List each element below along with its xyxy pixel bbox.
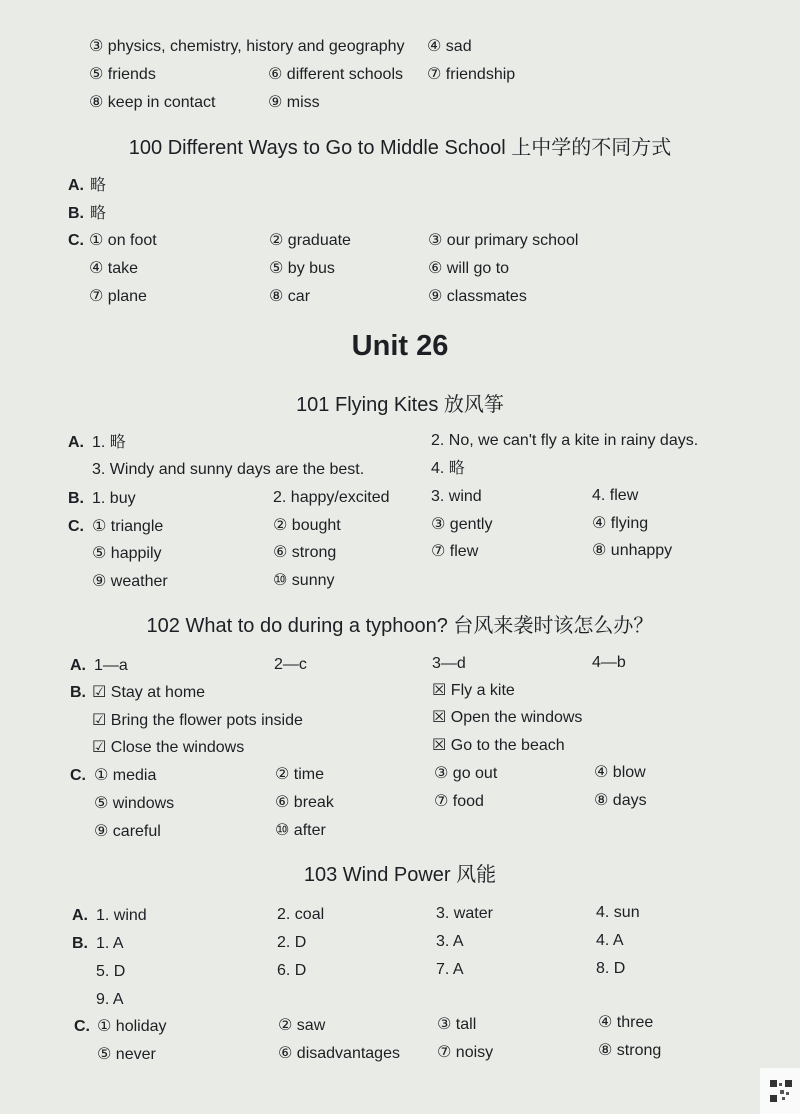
answer-item: 2. D <box>277 934 307 951</box>
answer-item: ① on foot <box>89 232 157 249</box>
answer-item: ④ three <box>598 1014 654 1031</box>
answer-item: 1. 略 <box>92 434 126 451</box>
answer-item: 1. wind <box>96 907 147 924</box>
part-a-label: A. <box>72 907 88 924</box>
section-title-101: 101 Flying Kites 放风筝 <box>296 394 504 416</box>
answer-item: 4. 略 <box>431 460 465 477</box>
answer-item: ③ gently <box>431 516 493 533</box>
answer-item: 略 <box>90 177 107 194</box>
answer-item: ⑨ classmates <box>428 288 527 305</box>
answer-item: ⑦ friendship <box>427 66 516 83</box>
checklist-item: ☒ Go to the beach <box>432 737 565 754</box>
answer-item: 4—b <box>592 654 626 671</box>
answer-item: ⑤ windows <box>94 795 175 812</box>
answer-item: 2. coal <box>277 906 325 923</box>
answer-item: ⑦ plane <box>89 288 147 305</box>
answer-item: 9. A <box>96 991 124 1008</box>
answer-item: 3. wind <box>431 488 482 505</box>
answer-item: ④ flying <box>592 515 649 532</box>
answer-item: ② saw <box>278 1017 326 1034</box>
answer-item: 5. D <box>96 963 126 980</box>
answer-item: ⑧ unhappy <box>592 542 673 559</box>
answer-item: ② bought <box>273 517 341 534</box>
answer-item: ⑨ careful <box>94 823 161 840</box>
checklist-item: ☑ Stay at home <box>92 684 206 701</box>
answer-item: ⑥ different schools <box>268 66 404 83</box>
checklist-item: ☑ Bring the flower pots inside <box>92 712 303 729</box>
answer-item: 8. D <box>596 960 626 977</box>
qr-code-icon <box>770 1080 792 1102</box>
answer-item: 1—a <box>94 657 128 674</box>
answer-item: 3. water <box>436 905 493 922</box>
answer-item: 4. A <box>596 932 624 949</box>
part-c-label: C. <box>68 518 84 535</box>
answer-item: ⑥ strong <box>273 544 337 561</box>
answer-item: ④ take <box>89 260 139 277</box>
part-b-label: B. <box>70 684 86 701</box>
answer-item: 1. buy <box>92 490 136 507</box>
answer-item: 2. No, we can't fly a kite in rainy days. <box>431 432 699 449</box>
checklist-item: ☑ Close the windows <box>92 739 245 756</box>
answer-item: ③ our primary school <box>428 232 579 249</box>
answer-item: ⑧ days <box>594 792 647 809</box>
answer-item: ⑥ break <box>275 794 334 811</box>
checklist-item: ☒ Fly a kite <box>432 682 515 699</box>
answer-item: ⑦ food <box>434 793 484 810</box>
answer-item: ⑦ noisy <box>437 1044 494 1061</box>
checklist-item: ☒ Open the windows <box>432 709 583 726</box>
answer-item: ⑨ weather <box>92 573 168 590</box>
section-title-102: 102 What to do during a typhoon? 台风来袭时该怎么办？ <box>146 615 654 637</box>
answer-item: ⑤ friends <box>89 66 156 83</box>
part-c-label: C. <box>74 1018 90 1035</box>
answer-item: ⑥ disadvantages <box>278 1045 400 1062</box>
part-c-label: C. <box>68 232 84 249</box>
answer-item: ④ blow <box>594 764 646 781</box>
answer-item: 1. A <box>96 935 124 952</box>
answer-item: ① media <box>94 767 157 784</box>
answer-item: ⑨ miss <box>268 94 320 111</box>
answer-item: ⑤ never <box>97 1046 156 1063</box>
answer-item: ⑩ after <box>275 822 326 839</box>
part-a-label: A. <box>68 434 84 451</box>
answer-item: ③ physics, chemistry, history and geography <box>89 38 405 55</box>
answer-item: ② graduate <box>269 232 351 249</box>
answer-item: 略 <box>90 205 107 222</box>
section-title-103: 103 Wind Power 风能 <box>303 864 497 886</box>
answer-item: 3. Windy and sunny days are the best. <box>92 461 365 478</box>
answer-item: ③ tall <box>437 1016 477 1033</box>
answer-item: ① triangle <box>92 518 164 535</box>
answer-item: 4. flew <box>592 487 639 504</box>
part-b-label: B. <box>68 205 84 222</box>
answer-item: ⑤ by bus <box>269 260 335 277</box>
part-a-label: A. <box>70 657 86 674</box>
unit-title: Unit 26 <box>351 330 449 362</box>
answer-item: ⑦ flew <box>431 543 479 560</box>
answer-item: ⑧ strong <box>598 1042 662 1059</box>
answer-item: 7. A <box>436 961 464 978</box>
answer-item: ② time <box>275 766 325 783</box>
answer-item: ① holiday <box>97 1018 167 1035</box>
answer-item: ⑥ will go to <box>428 260 510 277</box>
answer-item: 2—c <box>274 656 307 673</box>
answer-item: ④ sad <box>427 38 472 55</box>
part-b-label: B. <box>72 935 88 952</box>
answer-item: 4. sun <box>596 904 640 921</box>
part-a-label: A. <box>68 177 84 194</box>
answer-item: ⑧ car <box>269 288 311 305</box>
answer-item: 3—d <box>432 655 466 672</box>
qr-watermark <box>760 1068 800 1114</box>
section-title-100: 100 Different Ways to Go to Middle School 上中学的不同方式 <box>128 137 672 159</box>
answer-item: ⑤ happily <box>92 545 162 562</box>
answer-item: 6. D <box>277 962 307 979</box>
answer-item: 2. happy/excited <box>273 489 390 506</box>
part-c-label: C. <box>70 767 86 784</box>
part-b-label: B. <box>68 490 84 507</box>
answer-item: 3. A <box>436 933 464 950</box>
answer-item: ③ go out <box>434 765 498 782</box>
answer-item: ⑩ sunny <box>273 572 335 589</box>
answer-item: ⑧ keep in contact <box>89 94 216 111</box>
